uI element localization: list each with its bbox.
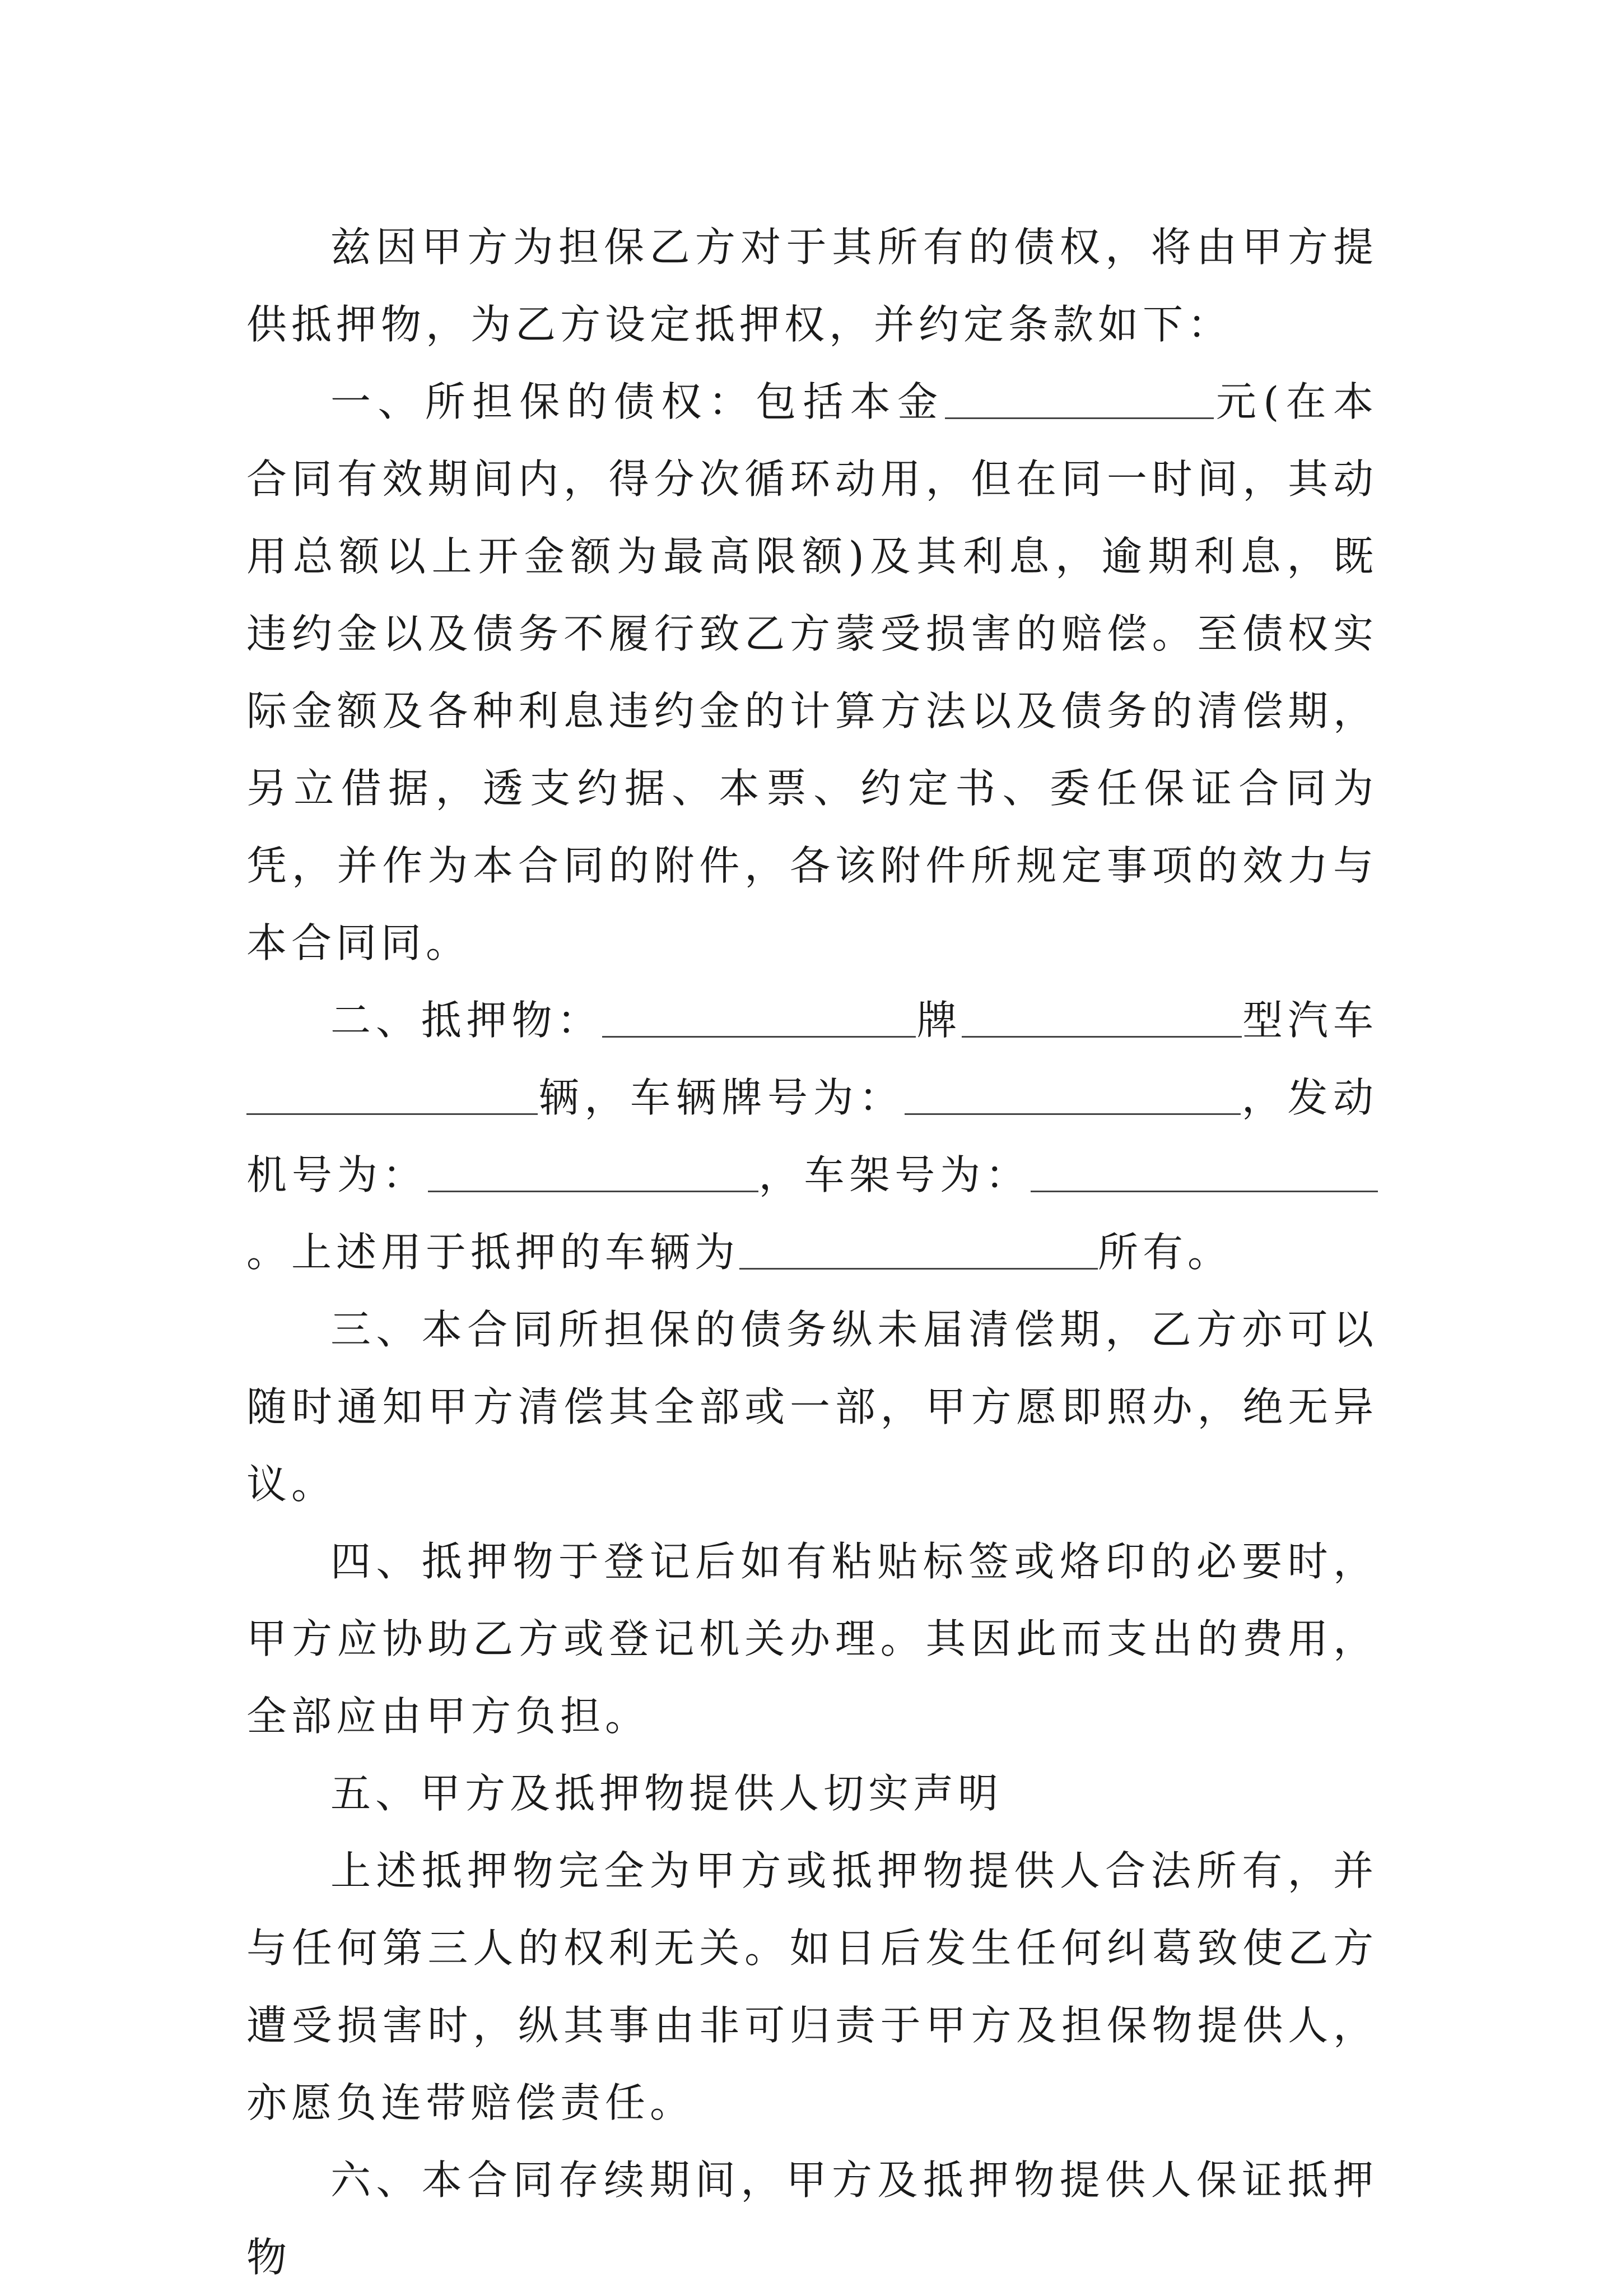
- intro-text: 兹因甲方为担保乙方对于其所有的债权，将由甲方提供抵押物，为乙方设定抵押权，并约定条款如下：: [246, 224, 1378, 348]
- contract-body: [246, 208, 1378, 2296]
- collateral-text-e: ，发动机号为：: [246, 1074, 1378, 1198]
- secured-claim-text-b: 元(在本合同有效期间内，得分次循环动用，但在同一时间，其动用总额以上开金额为最高限额)及其利息，逾期利息，既违约金以及债务不履行致乙方蒙受损害的赔偿。至债权实际金额及各种利息违约金的计算方法以及债务的清偿期，另立借据，透支约据、本票、约定书、委任保证合同为凭，并作为本合同的附件，各该附件所规定事项的效力与本合同同。: [246, 378, 1378, 966]
- labeling-text: 四、抵押物于登记后如有粘贴标签或烙印的必要时，甲方应协助乙方或登记机关办理。其因此而支出的费用，全部应由甲方负担。: [246, 1538, 1378, 1740]
- secured-claim-text-a: 一、所担保的债权：包括本金: [330, 378, 945, 425]
- early-repayment-text: 三、本合同所担保的债务纵未届清偿期，乙方亦可以随时通知甲方清偿其全部或一部，甲方愿即照办，绝无异议。: [246, 1306, 1378, 1508]
- collateral-text-h: 所有。: [1098, 1229, 1233, 1276]
- engine-number-blank: [428, 1157, 758, 1192]
- collateral-text-b: 牌: [916, 997, 962, 1044]
- frame-number-blank: [1031, 1157, 1378, 1192]
- vehicle-model-blank: [962, 1002, 1242, 1038]
- paragraph-intro: [246, 208, 1378, 363]
- paragraph-warranty: [246, 2141, 1378, 2296]
- collateral-text-c: 型汽车: [1242, 997, 1378, 1044]
- principal-amount-blank: [945, 384, 1214, 419]
- vehicle-brand-blank: [602, 1002, 916, 1038]
- warranty-text: 六、本合同存续期间，甲方及抵押物提供人保证抵押物: [246, 2156, 1378, 2281]
- declaration-text: 上述抵押物完全为甲方或抵押物提供人合法所有，并与任何第三人的权利无关。如日后发生任何纠葛致使乙方遭受损害时，纵其事由非可归责于甲方及担保物提供人，亦愿负连带赔偿责任。: [246, 1847, 1378, 2126]
- collateral-text-d: 辆，车辆牌号为：: [538, 1074, 905, 1121]
- collateral-text-a: 二、抵押物：: [330, 997, 603, 1044]
- paragraph-secured-claim: [246, 363, 1378, 982]
- vehicle-count-blank: [246, 1080, 538, 1115]
- paragraph-declaration: [246, 1832, 1378, 2141]
- paragraph-labeling: [246, 1523, 1378, 1755]
- plate-number-blank: [905, 1080, 1241, 1115]
- owner-blank: [739, 1234, 1098, 1270]
- paragraph-collateral: [246, 982, 1378, 1291]
- collateral-text-f: ，车架号为：: [758, 1151, 1031, 1198]
- paragraph-early-repayment: [246, 1291, 1378, 1523]
- collateral-text-g: 。上述用于抵押的车辆为: [246, 1229, 740, 1276]
- declaration-heading-text: 五、甲方及抵押物提供人切实声明: [330, 1770, 1003, 1817]
- paragraph-declaration-heading: [246, 1755, 1378, 1832]
